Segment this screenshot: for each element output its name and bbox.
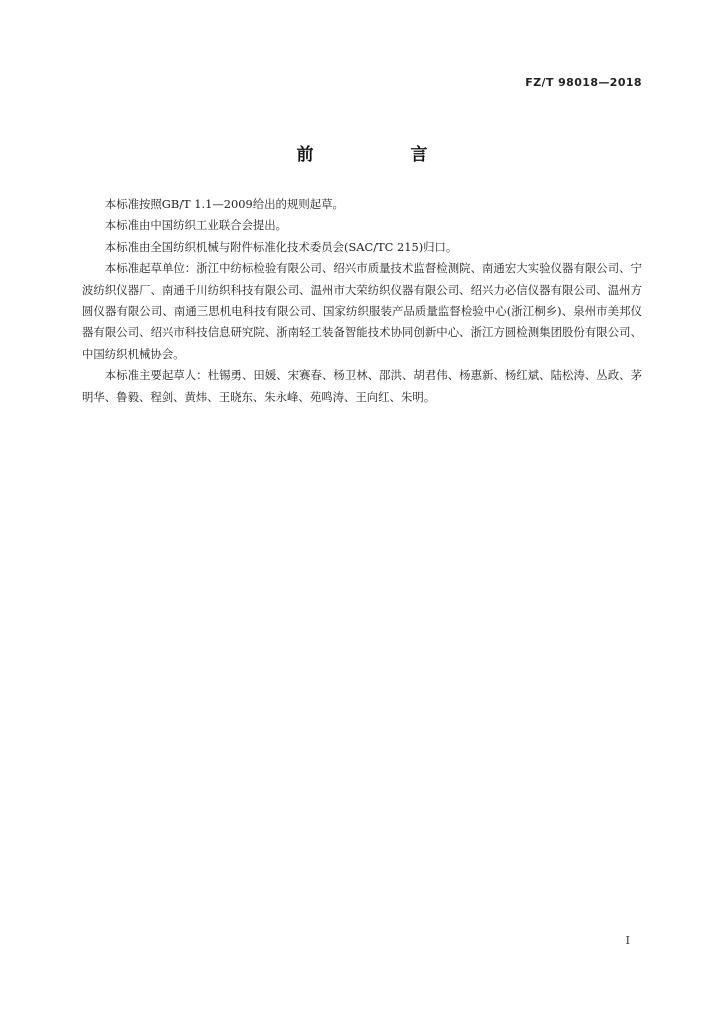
page-title: 前 言 [296, 145, 468, 165]
paragraph-proposer: 本标准由中国纺织工业联合会提出。 [104, 218, 288, 233]
paragraph-administration: 本标准由全国纺织机械与附件标准化技术委员会(SAC/TC 215)归口。 [104, 239, 458, 254]
foreword-body [82, 194, 642, 408]
paragraph-main-drafters: 本标准主要起草人：杜锡勇、田媛、宋赛春、杨卫林、邵洪、胡君伟、杨惠新、杨红斌、陆松涛、丛政、茅明华、鲁毅、程剑、黄炜、王晓东、朱永峰、苑鸣涛、王向红、朱明。 [82, 368, 642, 404]
paragraph-drafting-organizations: 本标准起草单位：浙江中纺标检验有限公司、绍兴市质量技术监督检测院、南通宏大实验仪器有限公司、宁波纺织仪器厂、南通千川纺织科技有限公司、温州市大荣纺织仪器有限公司、绍兴力必信仪器有限公司、温州方圆仪器有限公司、南通三思机电科技有限公司、国家纺织服装产品质量监督检验中心(浙江桐乡)、泉州市美邦仪器有限公司、绍兴市科技信息研究院、浙南轻工装备智能技术协同创新中心、浙江方圆检测集团股份有限公司、中国纺织机械协会。 [82, 261, 642, 361]
standard-code: FZ/T 98018—2018 [525, 76, 642, 89]
paragraph-drafting-rules: 本标准按照GB/T 1.1—2009给出的规则起草。 [104, 197, 344, 211]
page-number: I [625, 934, 630, 947]
